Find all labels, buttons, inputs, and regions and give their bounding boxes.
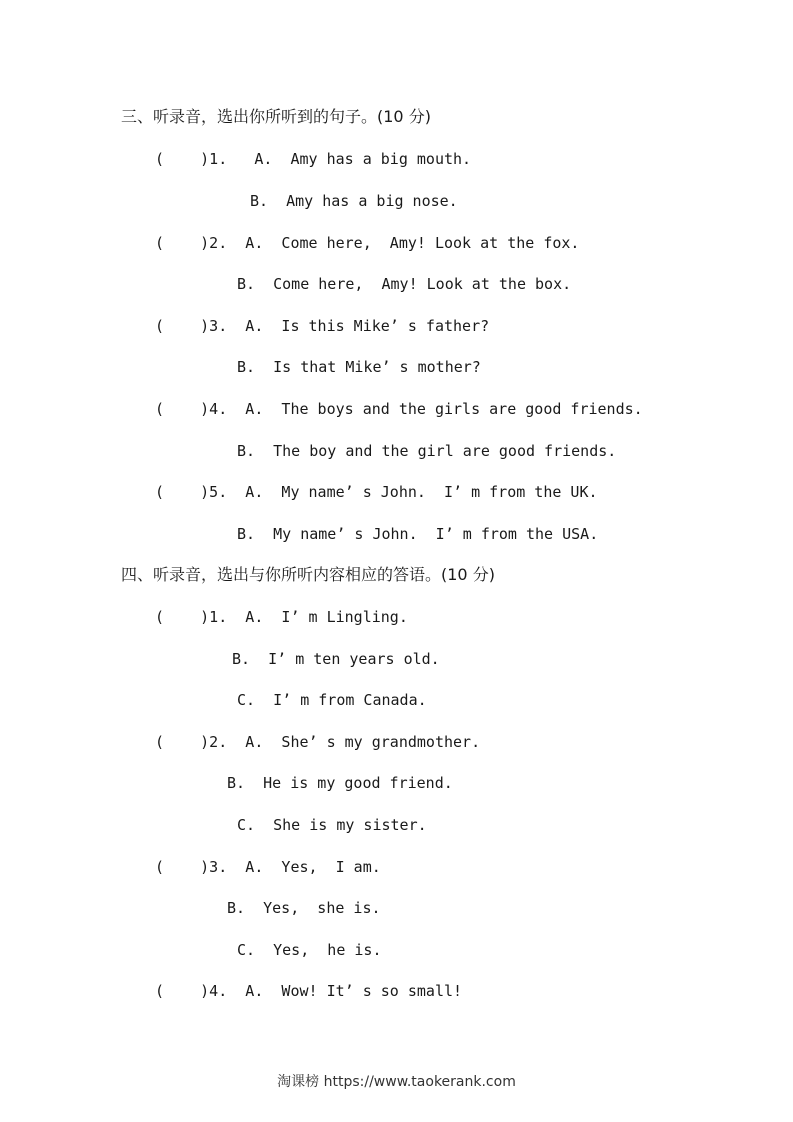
footer-watermark: 淘课榜 https://www.taokerank.com xyxy=(277,1074,516,1090)
s4-q1-option-c: C. I’ m from Canada. xyxy=(237,691,427,709)
s3-q3-option-b: B. Is that Mike’ s mother? xyxy=(237,358,481,376)
s3-q4-option-a: ( )4. A. The boys and the girls are good friends. xyxy=(155,400,643,418)
s4-q3-option-a: ( )3. A. Yes, I am. xyxy=(155,858,381,876)
s4-q3-option-c: C. Yes, he is. xyxy=(237,941,382,959)
s3-q2-option-a: ( )2. A. Come here, Amy! Look at the fox. xyxy=(155,234,580,252)
s4-q1-option-a: ( )1. A. I’ m Lingling. xyxy=(155,608,408,626)
s3-q5-option-a: ( )5. A. My name’ s John. I’ m from the UK. xyxy=(155,483,598,501)
s3-q4-option-b: B. The boy and the girl are good friends. xyxy=(237,442,617,460)
s4-q3-option-b: B. Yes, she is. xyxy=(227,899,381,917)
section-4-heading: 四、听录音，选出与你所听内容相应的答语。(10 分) xyxy=(121,565,495,584)
section-3-heading: 三、听录音，选出你所听到的句子。(10 分) xyxy=(121,107,431,126)
s3-q5-option-b: B. My name’ s John. I’ m from the USA. xyxy=(237,525,599,543)
s3-q2-option-b: B. Come here, Amy! Look at the box. xyxy=(237,275,572,293)
s4-q2-option-c: C. She is my sister. xyxy=(237,816,427,834)
s3-q1-option-a: ( )1. A. Amy has a big mouth. xyxy=(155,150,472,168)
s4-q4-option-a: ( )4. A. Wow! It’ s so small! xyxy=(155,982,463,1000)
s3-q1-option-b: B. Amy has a big nose. xyxy=(250,192,458,210)
s4-q2-option-b: B. He is my good friend. xyxy=(227,774,453,792)
s4-q2-option-a: ( )2. A. She’ s my grandmother. xyxy=(155,733,481,751)
s4-q1-option-b: B. I’ m ten years old. xyxy=(232,650,440,668)
s3-q3-option-a: ( )3. A. Is this Mike’ s father? xyxy=(155,317,490,335)
